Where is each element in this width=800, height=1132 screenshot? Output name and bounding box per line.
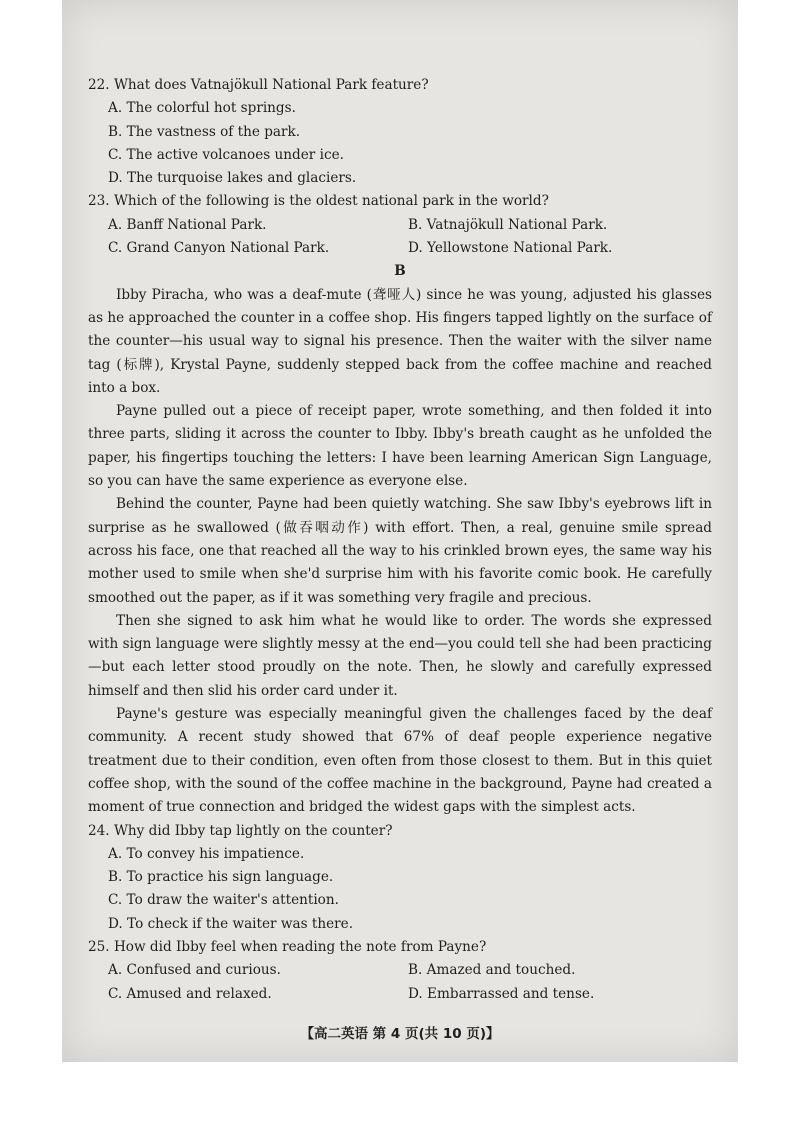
question-24-option-b: B. To practice his sign language. — [108, 869, 334, 886]
question-22-stem: 22. What does Vatnajökull National Park feature? — [88, 77, 429, 93]
question-25-option-a: A. Confused and curious. — [108, 962, 281, 979]
passage-paragraph-2: Payne pulled out a piece of receipt paper, wrote something, and then folded it into three parts, sliding it across the counter to Ibby. Ibby's breath caught as he unfolded the paper, his fingertips touching the letters: I have been learning American Sign Language, so you can have the same experience as everyone else. — [88, 403, 712, 490]
passage-paragraph-3: Behind the counter, Payne had been quietly watching. She saw Ibby's eyebrows lift in surprise as he swallowed (做吞咽动作) with effort. Then, a real, genuine smile spread across his face, one that reached all the way to his crinkled brown eyes, the same way his mother used to smile when she'd surprise him with his favorite comic book. He carefully smoothed out the paper, as if it was something very fragile and precious. — [88, 496, 712, 606]
section-b-heading: B — [394, 263, 406, 280]
question-24-option-d: D. To check if the waiter was there. — [108, 915, 354, 932]
question-23-options-row-2 — [108, 237, 712, 260]
question-25-options-row-1 — [108, 959, 712, 982]
page-footer: 【高二英语 第 4 页(共 10 页)】 — [300, 1026, 500, 1042]
passage-paragraph-5: Payne's gesture was especially meaningful given the challenges faced by the deaf community. A recent study showed that 67% of deaf people experience negative treatment due to their condition, even often from those closest to them. But in this quiet coffee shop, with the sound of the coffee machine in the background, Payne had created a moment of true connection and bridged the widest gaps with the simplest acts. — [88, 706, 712, 816]
passage-paragraph-4: Then she signed to ask him what he would like to order. The words she expressed with sign language were slightly messy at the end—you could tell she had been practicing—but each letter stood proudly on the note. Then, he slowly and carefully expressed himself and then slid his order card under it. — [88, 612, 712, 699]
question-24-stem: 24. Why did Ibby tap lightly on the counter? — [88, 822, 393, 839]
question-23-options-row-1 — [108, 214, 712, 237]
question-23-option-a: A. Banff National Park. — [108, 216, 267, 233]
question-23-stem: 23. Which of the following is the oldest national park in the world? — [88, 193, 549, 210]
question-23-option-d: D. Yellowstone National Park. — [408, 240, 613, 257]
question-22-option-b: B. The vastness of the park. — [108, 123, 301, 140]
question-23-option-b: B. Vatnajökull National Park. — [408, 216, 608, 233]
question-22-option-a: A. The colorful hot springs. — [108, 100, 296, 117]
passage-paragraph-1: Ibby Piracha, who was a deaf-mute (聋哑人) since he was young, adjusted his glasses as he approached the counter in a coffee shop. His fingers tapped lightly on the surface of the counter—his usual way to signal his presence. Then the waiter with the silver name tag (标牌), Krystal Payne, suddenly stepped back from the coffee machine and reached into a box. — [88, 286, 712, 396]
question-22-option-c: C. The active volcanoes under ice. — [108, 146, 344, 163]
question-25-option-c: C. Amused and relaxed. — [108, 985, 272, 1002]
question-22-option-d: D. The turquoise lakes and glaciers. — [108, 170, 357, 187]
question-25-options-row-2 — [108, 983, 712, 1006]
question-24-option-a: A. To convey his impatience. — [108, 845, 305, 862]
question-25-stem: 25. How did Ibby feel when reading the note from Payne? — [88, 938, 487, 955]
question-25-option-b: B. Amazed and touched. — [408, 962, 576, 979]
question-25-option-d: D. Embarrassed and tense. — [408, 985, 595, 1002]
question-24-option-c: C. To draw the waiter's attention. — [108, 892, 339, 909]
question-23-option-c: C. Grand Canyon National Park. — [108, 240, 330, 257]
page-content — [88, 74, 712, 1006]
